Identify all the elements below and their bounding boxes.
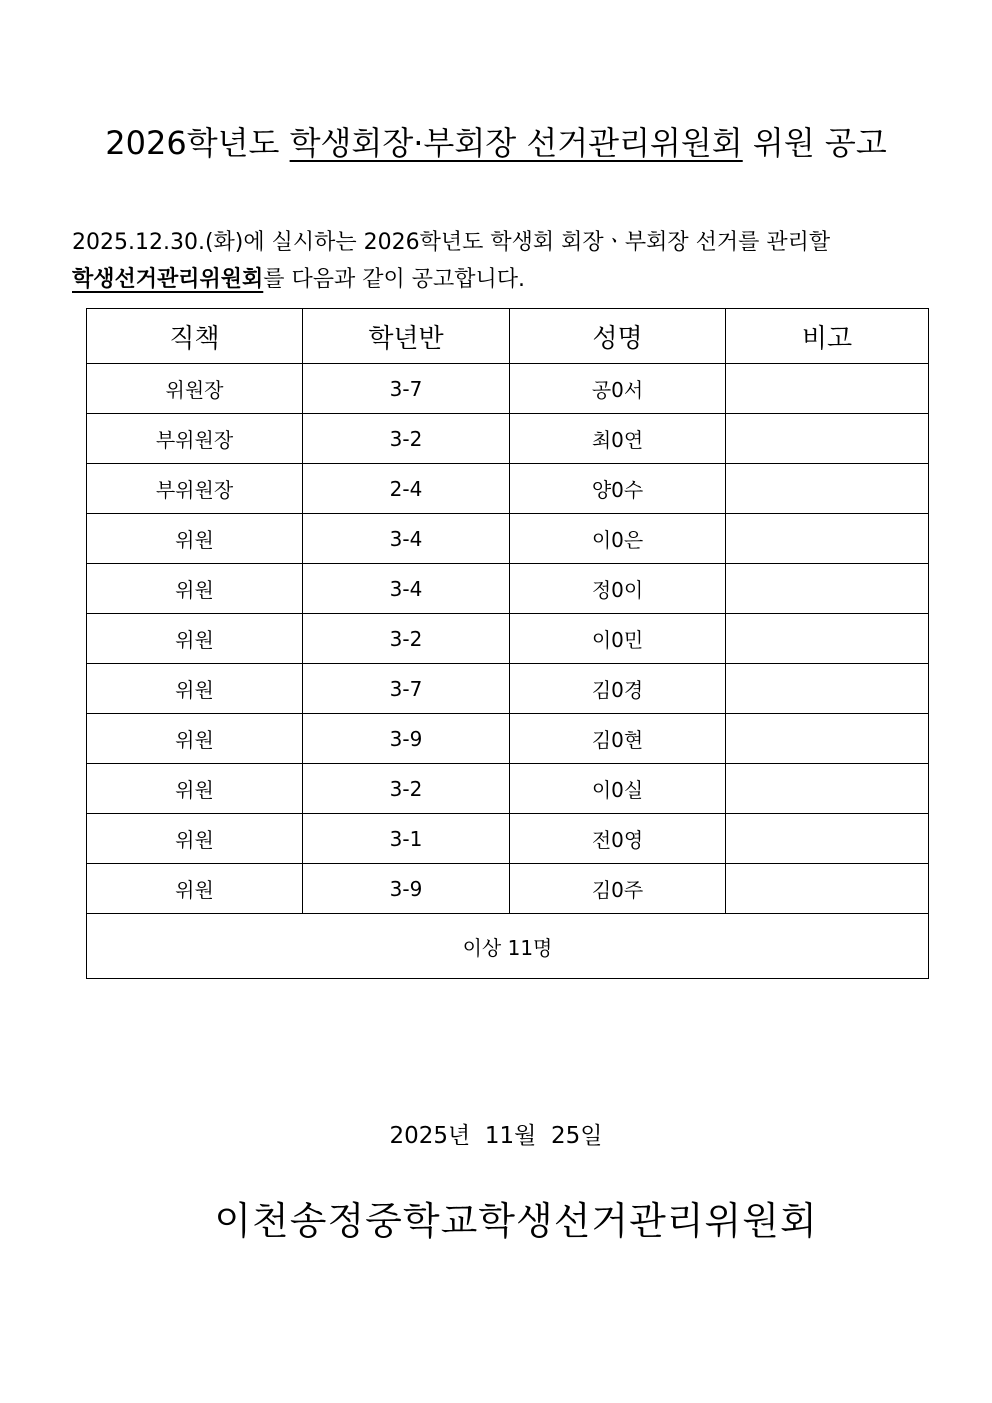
cell-name: 김0현 xyxy=(510,714,726,764)
table-row xyxy=(87,664,929,714)
issuing-organization: 이천송정중학교학생선거관리위원회 xyxy=(214,1199,818,1243)
cell-name: 이0실 xyxy=(510,764,726,814)
committee-table xyxy=(86,308,929,979)
cell-note xyxy=(726,864,929,914)
announcement-date: 2025년 11월 25일 xyxy=(389,1123,603,1149)
document-title xyxy=(0,118,992,164)
title-underlined: 학생회장·부회장 선거관리위원회 xyxy=(289,124,743,162)
cell-note xyxy=(726,664,929,714)
table-row xyxy=(87,764,929,814)
intro-line-2-rest: 를 다음과 같이 공고합니다. xyxy=(263,267,526,292)
header-note: 비고 xyxy=(726,309,929,364)
cell-name: 공0서 xyxy=(510,364,726,414)
cell-class: 3-2 xyxy=(303,614,510,664)
cell-note xyxy=(726,614,929,664)
cell-note xyxy=(726,564,929,614)
cell-name: 김0주 xyxy=(510,864,726,914)
cell-class: 3-9 xyxy=(303,864,510,914)
table-row xyxy=(87,614,929,664)
cell-class: 3-2 xyxy=(303,414,510,464)
intro-committee-name: 학생선거관리위원회 xyxy=(72,267,264,292)
cell-note xyxy=(726,714,929,764)
table-row xyxy=(87,714,929,764)
cell-name: 이0은 xyxy=(510,514,726,564)
table-row xyxy=(87,464,929,514)
table-row xyxy=(87,814,929,864)
table-row xyxy=(87,364,929,414)
table-row xyxy=(87,414,929,464)
cell-role: 위원 xyxy=(87,764,303,814)
cell-class: 3-9 xyxy=(303,714,510,764)
cell-name: 전0영 xyxy=(510,814,726,864)
cell-role: 부위원장 xyxy=(87,414,303,464)
cell-note xyxy=(726,764,929,814)
cell-role: 위원 xyxy=(87,514,303,564)
cell-note xyxy=(726,514,929,564)
cell-role: 위원장 xyxy=(87,364,303,414)
table-total-row xyxy=(87,914,929,979)
cell-name: 최0연 xyxy=(510,414,726,464)
header-role: 직책 xyxy=(87,309,303,364)
cell-note xyxy=(726,414,929,464)
total-count: 이상 11명 xyxy=(87,914,929,979)
cell-note xyxy=(726,814,929,864)
intro-line-1: 2025.12.30.(화)에 실시하는 2026학년도 학생회 회장ㆍ부회장 선거를 관리할 xyxy=(72,230,831,255)
cell-class: 3-7 xyxy=(303,364,510,414)
cell-class: 3-7 xyxy=(303,664,510,714)
cell-name: 이0민 xyxy=(510,614,726,664)
cell-role: 위원 xyxy=(87,714,303,764)
cell-role: 부위원장 xyxy=(87,464,303,514)
cell-class: 3-1 xyxy=(303,814,510,864)
cell-role: 위원 xyxy=(87,814,303,864)
cell-role: 위원 xyxy=(87,864,303,914)
header-name: 성명 xyxy=(510,309,726,364)
cell-role: 위원 xyxy=(87,564,303,614)
table-row xyxy=(87,864,929,914)
table-row xyxy=(87,514,929,564)
cell-note xyxy=(726,364,929,414)
cell-role: 위원 xyxy=(87,614,303,664)
cell-class: 3-2 xyxy=(303,764,510,814)
title-suffix: 위원 공고 xyxy=(742,124,887,162)
table-header-row xyxy=(87,309,929,364)
cell-role: 위원 xyxy=(87,664,303,714)
cell-class: 2-4 xyxy=(303,464,510,514)
cell-name: 정0이 xyxy=(510,564,726,614)
header-class: 학년반 xyxy=(303,309,510,364)
cell-note xyxy=(726,464,929,514)
cell-class: 3-4 xyxy=(303,564,510,614)
intro-line-2 xyxy=(72,262,944,293)
table-row xyxy=(87,564,929,614)
cell-name: 김0경 xyxy=(510,664,726,714)
title-prefix: 2026학년도 xyxy=(105,124,290,162)
cell-class: 3-4 xyxy=(303,514,510,564)
cell-name: 양0수 xyxy=(510,464,726,514)
